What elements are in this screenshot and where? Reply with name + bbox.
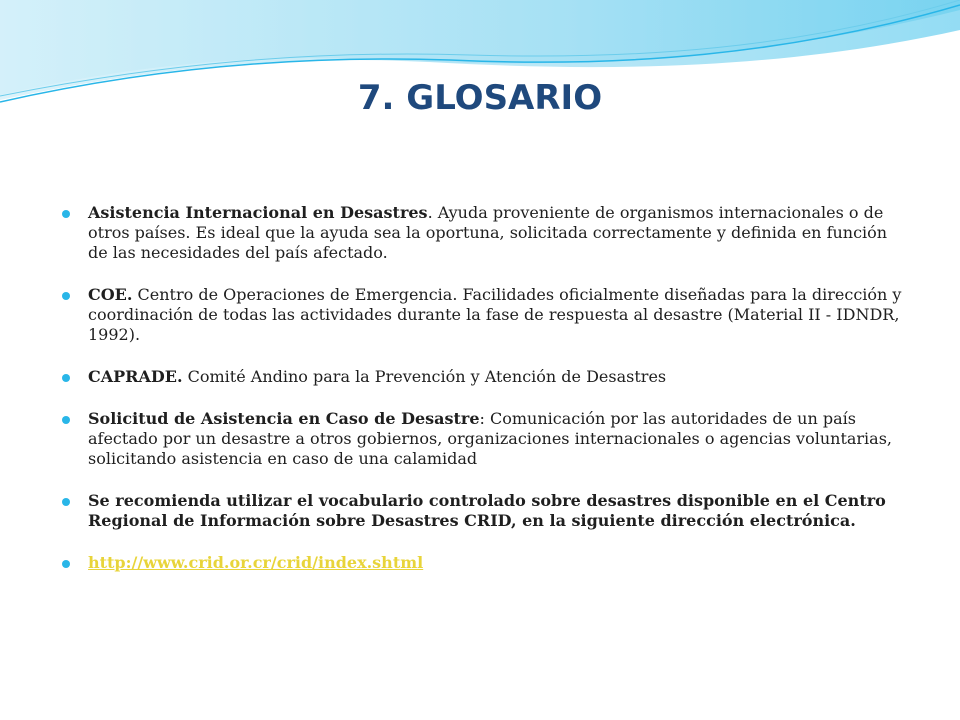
glossary-definition: . Ayuda proveniente de organismos internacionales o de otros países. Es ideal que la ayuda sea la oportuna, solicitada correctamente y definida en función de las necesidades del país afectado.	[88, 203, 888, 262]
glossary-term: COE.	[88, 285, 133, 304]
glossary-term: CAPRADE.	[88, 367, 183, 386]
bullet-icon	[62, 416, 70, 424]
slide-title: 7. GLOSARIO	[357, 78, 603, 118]
list-item	[62, 285, 908, 345]
recommendation-text: Se recomienda utilizar el vocabulario controlado sobre desastres disponible en el Centro Regional de Información sobre Desastres CRID, en la siguiente dirección electrónica.	[88, 491, 886, 530]
list-item	[62, 203, 908, 263]
list-item	[62, 367, 908, 387]
bullet-icon	[62, 292, 70, 300]
glossary-term: Asistencia Internacional en Desastres	[88, 203, 428, 222]
glossary-list	[62, 203, 908, 595]
glossary-term: Solicitud de Asistencia en Caso de Desastre	[88, 409, 480, 428]
bullet-icon	[62, 560, 70, 568]
list-item	[62, 553, 908, 573]
crid-link[interactable]: http://www.crid.or.cr/crid/index.shtml	[88, 553, 424, 572]
glossary-definition: Comité Andino para la Prevención y Atención de Desastres	[182, 367, 667, 386]
list-item	[62, 409, 908, 469]
bullet-icon	[62, 374, 70, 382]
bullet-icon	[62, 210, 70, 218]
glossary-definition: Centro de Operaciones de Emergencia. Facilidades oficialmente diseñadas para la dirección y coordinación de todas las actividades durante la fase de respuesta al desastre (Material II - IDNDR, 1992).	[88, 285, 902, 344]
bullet-icon	[62, 498, 70, 506]
list-item	[62, 491, 908, 531]
glossary-definition: : Comunicación por las autoridades de un país afectado por un desastre a otros gobiernos, organizaciones internacionales o agencias voluntarias, solicitando asistencia en caso de una calamidad	[88, 409, 893, 468]
